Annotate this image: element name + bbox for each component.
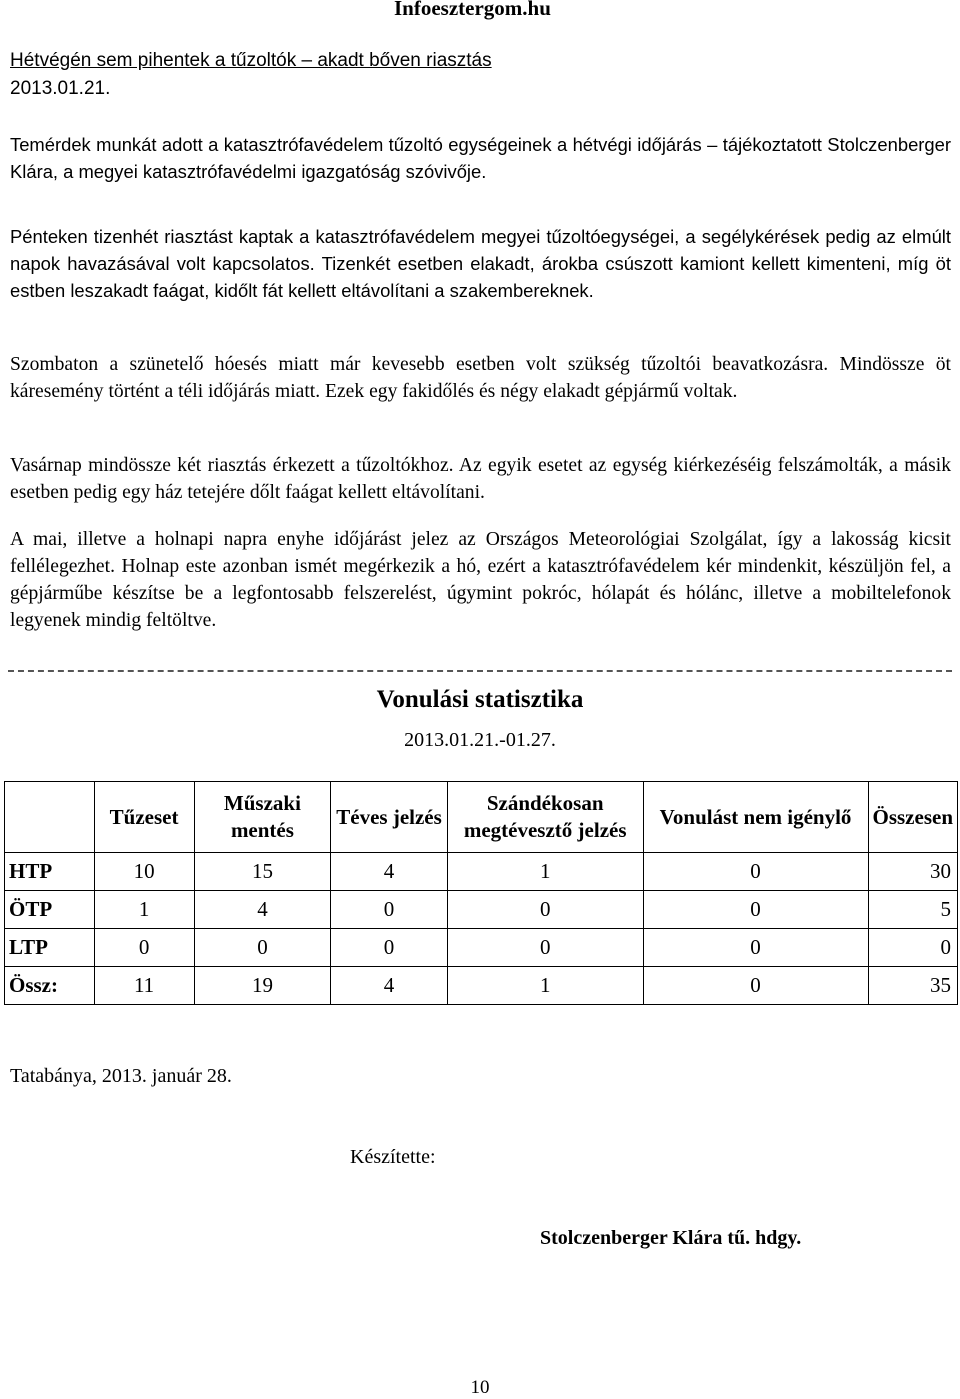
table-cell: 10 [94, 853, 194, 891]
table-cell: 0 [331, 891, 447, 929]
stats-period: 2013.01.21.-01.27. [404, 729, 556, 751]
intro-paragraph: Temérdek munkát adott a katasztrófavédelem tűzoltó egységeinek a hétvégi időjárás – tájékoztatott Stolczenberger Klára, a megyei katasztrófavédelmi igazgatóság szóvivője. [10, 134, 951, 182]
section-divider [8, 670, 952, 672]
table-row [5, 853, 958, 891]
header-cell: Összesen [868, 782, 958, 853]
table-cell: 15 [194, 853, 331, 891]
table-cell: 0 [643, 967, 868, 1005]
table-cell: 1 [94, 891, 194, 929]
friday-paragraph: Pénteken tizenhét riasztást kaptak a katasztrófavédelem megyei tűzoltóegységei, a segélykérések pedig az elmúlt napok havazásával volt kapcsolatos. Tizenkét esetben elakadt, árokba csúszott kamiont kellett kimenteni, míg öt estben leszakadt faágat, kidőlt fát kellett eltávolítani a szakembereknek. [10, 226, 951, 301]
place-date: Tatabánya, 2013. január 28. [10, 1065, 232, 1087]
stats-title: Vonulási statisztika [376, 686, 584, 713]
table-cell: 0 [643, 891, 868, 929]
stats-header-row [5, 782, 958, 853]
table-cell: 35 [868, 967, 958, 1005]
stats-table [4, 781, 958, 1005]
table-cell: 0 [643, 929, 868, 967]
header-cell: Műszaki mentés [194, 782, 331, 853]
table-cell: 0 [94, 929, 194, 967]
table-row [5, 929, 958, 967]
row-label: Össz: [5, 967, 95, 1005]
table-row [5, 891, 958, 929]
saturday-paragraph: Szombaton a szünetelő hóesés miatt már kevesebb esetben volt szükség tűzoltói beavatkozásra. Mindössze öt káresemény történt a téli időjárás miatt. Ezek egy fakidőlés és négy elakadt gépjármű voltak. [10, 354, 951, 402]
header-cell: Tűzeset [94, 782, 194, 853]
sunday-paragraph: Vasárnap mindössze két riasztás érkezett a tűzoltókhoz. Az egyik esetet az egység kiérkezéséig felszámolták, a másik esetben pedig egy ház tetejére dőlt faágat kellett eltávolítani. [10, 455, 951, 503]
table-cell: 0 [194, 929, 331, 967]
table-cell: 0 [331, 929, 447, 967]
table-cell: 11 [94, 967, 194, 1005]
table-cell: 19 [194, 967, 331, 1005]
table-cell: 4 [331, 853, 447, 891]
table-cell: 5 [868, 891, 958, 929]
table-cell: 0 [643, 853, 868, 891]
header-cell: Téves jelzés [331, 782, 447, 853]
table-cell: 4 [331, 967, 447, 1005]
header-cell: Vonulást nem igénylő [643, 782, 868, 853]
source-heading: Infoesztergom.hu [394, 0, 551, 20]
outlook-paragraph: A mai, illetve a holnapi napra enyhe időjárást jelez az Országos Meteorológiai Szolgálat, így a lakosság kicsit fellélegezhet. Holnap este azonban ismét megérkezik a hó, ezért a katasztrófavédelem kér mindenkit, készüljön fel, a gépjárműbe készítse be a legfontosabb felszerelést, úgymint pokróc, hólapát és hólánc, illetve a mobiltelefonok legyenek mindig feltöltve. [10, 529, 951, 631]
header-cell: Szándékosan megtévesztő jelzés [447, 782, 643, 853]
prepared-by-label: Készítette: [350, 1146, 436, 1168]
row-label: LTP [5, 929, 95, 967]
header-cell [5, 782, 95, 853]
table-cell: 1 [447, 853, 643, 891]
table-row-total [5, 967, 958, 1005]
table-cell: 0 [447, 891, 643, 929]
signature-name: Stolczenberger Klára tű. hdgy. [540, 1227, 802, 1249]
row-label: ÖTP [5, 891, 95, 929]
table-cell: 0 [447, 929, 643, 967]
article-title-link[interactable]: Hétvégén sem pihentek a tűzoltók – akadt bőven riasztás [10, 50, 492, 71]
table-cell: 0 [868, 929, 958, 967]
table-cell: 30 [868, 853, 958, 891]
row-label: HTP [5, 853, 95, 891]
table-cell: 1 [447, 967, 643, 1005]
page-number: 10 [470, 1377, 490, 1398]
article-date: 2013.01.21. [10, 78, 111, 99]
table-cell: 4 [194, 891, 331, 929]
